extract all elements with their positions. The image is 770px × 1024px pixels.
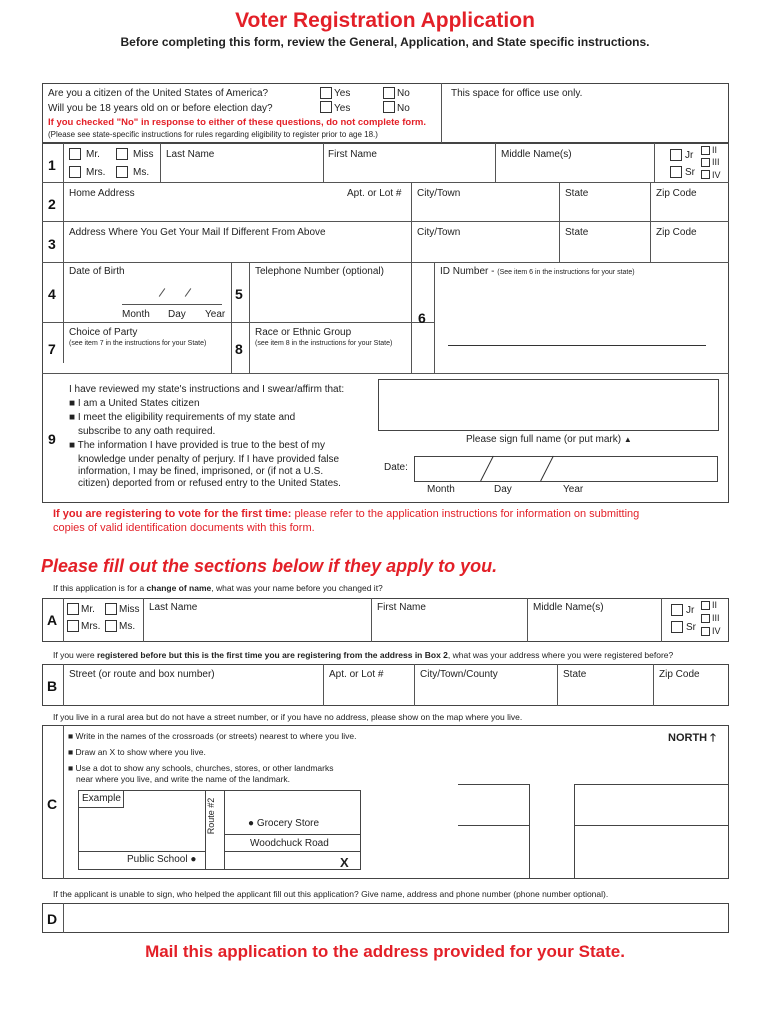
date-year-label: Year	[563, 484, 584, 495]
suffix-iii-label: III	[712, 157, 720, 167]
oath-item-truth-3: information, I may be fined, imprisoned, or (if not a U.S.	[78, 466, 324, 477]
school-dot-icon: ●	[190, 854, 197, 865]
example-label: Example	[82, 793, 121, 804]
date-day-label: Day	[494, 484, 512, 495]
id-number-label: ID Number - (See item 6 in the instructions for your state)	[440, 266, 635, 277]
oath-item-truth-2: knowledge under penalty of perjury. If I have provided false	[78, 454, 340, 465]
state-label: State	[565, 188, 589, 199]
suffix-sr-checkbox[interactable]	[670, 166, 682, 178]
dob-label: Date of Birth	[69, 266, 125, 277]
example-x-mark: X	[340, 855, 349, 870]
box-4-number: 4	[48, 286, 56, 302]
page-subtitle: Before completing this form, review the General, Application, and State specific instructions.	[120, 35, 650, 49]
prev-apt-label: Apt. or Lot #	[329, 669, 384, 680]
title-mrs-label: Mrs.	[86, 167, 106, 178]
age-no-checkbox[interactable]	[383, 101, 395, 113]
apt-label: Apt. or Lot #	[347, 188, 402, 199]
prev-sr-label: Sr	[686, 622, 696, 633]
prev-last-label: Last Name	[149, 602, 198, 613]
box-9-number: 9	[48, 431, 56, 447]
prev-iii-label: III	[712, 613, 720, 623]
prev-iv-label: IV	[712, 626, 721, 636]
section-a-letter: A	[47, 612, 58, 628]
date-field[interactable]	[414, 456, 718, 482]
zip-label: Zip Code	[656, 188, 697, 199]
section-a-intro: If this application is for a change of name, what was your name before you changed it?	[53, 583, 383, 593]
dob-year-label: Year	[205, 309, 226, 320]
title-miss-checkbox[interactable]	[116, 148, 128, 160]
prev-iv-checkbox[interactable]	[701, 627, 710, 636]
age-no-label: No	[397, 103, 410, 114]
section-b-letter: B	[47, 678, 58, 694]
footer-mail-instruction: Mail this application to the address provided for your State.	[145, 942, 625, 961]
box-2-number: 2	[48, 196, 56, 212]
grocery-dot-icon: ●	[248, 818, 255, 829]
race-label: Race or Ethnic Group	[255, 327, 352, 338]
prev-miss-label: Miss	[119, 604, 140, 615]
first-time-note-2: copies of valid identification documents with this form.	[53, 522, 315, 534]
box-7-number: 7	[48, 341, 56, 357]
oath-intro: I have reviewed my state's instructions and I swear/affirm that:	[69, 384, 345, 395]
title-miss-label: Miss	[133, 149, 154, 160]
oath-item-truth-4: citizen) deported from or refused entry to the United States.	[78, 478, 341, 489]
oath-item-eligibility: ■ I meet the eligibility requirements of my state and	[69, 412, 296, 423]
section-d-letter: D	[47, 911, 58, 927]
mail-address-label: Address Where You Get Your Mail If Different From Above	[69, 227, 326, 238]
box-1-number: 1	[48, 157, 56, 173]
prev-iii-checkbox[interactable]	[701, 614, 710, 623]
prev-first-label: First Name	[377, 602, 426, 613]
page-title: Voter Registration Application	[235, 9, 535, 32]
dob-day-label: Day	[168, 309, 186, 320]
middle-name-label: Middle Name(s)	[501, 149, 572, 160]
home-address-label: Home Address	[69, 188, 135, 199]
citizen-no-checkbox[interactable]	[383, 87, 395, 99]
box-5-number: 5	[235, 286, 243, 302]
eligibility-warning: If you checked "No" in response to either of these questions, do not complete form.	[48, 117, 426, 128]
suffix-jr-label: Jr	[685, 150, 694, 161]
oath-item-truth: ■ The information I have provided is true to the best of my	[69, 440, 325, 451]
section-b-intro: If you were registered before but this is the first time you are registering from the address in Box 2, what was your address where you were registered before?	[53, 650, 674, 660]
mail-city-label: City/Town	[417, 227, 461, 238]
map-drawing-area[interactable]	[440, 745, 725, 875]
map-instruction-dot: ■ Use a dot to show any schools, churches, stores, or other landmarks	[68, 763, 334, 773]
age-yes-checkbox[interactable]	[320, 101, 332, 113]
first-time-note: If you are registering to vote for the first time: please refer to the application instructions for information on submitting	[53, 508, 640, 520]
suffix-iv-label: IV	[712, 170, 721, 180]
age-yes-label: Yes	[334, 103, 351, 114]
suffix-ii-label: II	[712, 145, 718, 155]
prev-jr-checkbox[interactable]	[671, 604, 683, 616]
date-month-label: Month	[427, 484, 455, 495]
prev-miss-checkbox[interactable]	[105, 603, 117, 615]
prev-zip-label: Zip Code	[659, 669, 700, 680]
school-label: Public School ●	[127, 854, 197, 865]
box-3-number: 3	[48, 236, 56, 252]
grocery-label: ● Grocery Store	[248, 818, 320, 829]
prev-mr-checkbox[interactable]	[67, 603, 79, 615]
title-ms-checkbox[interactable]	[116, 166, 128, 178]
map-instruction-dot-2: near where you live, and write the name of the landmark.	[76, 774, 291, 784]
citizen-yes-label: Yes	[334, 88, 351, 99]
signature-field[interactable]	[378, 379, 719, 431]
suffix-jr-checkbox[interactable]	[670, 149, 682, 161]
map-instruction-x: ■ Draw an X to show where you live.	[68, 747, 206, 757]
citizen-no-label: No	[397, 88, 410, 99]
section-c-letter: C	[47, 796, 58, 812]
prev-jr-label: Jr	[686, 605, 695, 616]
section-c-intro: If you live in a rural area but do not have a street number, or if you have no address, please show on the map where you live.	[53, 712, 523, 722]
mail-state-label: State	[565, 227, 589, 238]
oath-item-eligibility-2: subscribe to any oath required.	[78, 426, 216, 437]
office-use-label: This space for office use only.	[451, 88, 583, 99]
north-label: NORTH 🡑	[668, 732, 716, 744]
box-6-number: 6	[418, 310, 426, 326]
suffix-ii-checkbox[interactable]	[701, 146, 710, 155]
mail-zip-label: Zip Code	[656, 227, 697, 238]
woodchuck-label: Woodchuck Road	[250, 838, 329, 849]
prev-mrs-checkbox[interactable]	[67, 620, 79, 632]
citizen-yes-checkbox[interactable]	[320, 87, 332, 99]
suffix-iii-checkbox[interactable]	[701, 158, 710, 167]
section-d-box[interactable]	[42, 903, 729, 933]
title-mr-checkbox[interactable]	[69, 148, 81, 160]
prev-ii-label: II	[712, 600, 718, 610]
party-note: (see item 7 in the instructions for your State)	[69, 340, 207, 347]
title-mr-label: Mr.	[86, 149, 100, 160]
prev-mrs-label: Mrs.	[81, 621, 101, 632]
eligibility-note: (Please see state-specific instructions for rules regarding eligibility to register prior to age 18.)	[48, 130, 378, 139]
phone-label: Telephone Number (optional)	[255, 266, 384, 277]
prev-middle-label: Middle Name(s)	[533, 602, 604, 613]
map-instruction-crossroads: ■ Write in the names of the crossroads (or streets) nearest to where you live.	[68, 731, 357, 741]
north-arrow-icon: 🡑	[710, 732, 716, 744]
last-name-label: Last Name	[166, 149, 215, 160]
optional-heading: Please fill out the sections below if they apply to you.	[41, 556, 498, 576]
prev-sr-checkbox[interactable]	[671, 621, 683, 633]
dob-month-label: Month	[122, 309, 150, 320]
suffix-iv-checkbox[interactable]	[701, 170, 710, 179]
prev-ms-checkbox[interactable]	[105, 620, 117, 632]
oath-item-citizen: ■ I am a United States citizen	[69, 398, 200, 409]
age-question: Will you be 18 years old on or before election day?	[48, 103, 273, 114]
section-d-intro: If the applicant is unable to sign, who helped the applicant fill out this application? Give name, address and phone number (phone number optional).	[53, 889, 609, 899]
prev-city-label: City/Town/County	[420, 669, 498, 680]
prev-street-label: Street (or route and box number)	[69, 669, 215, 680]
route-label: Route #2	[206, 797, 216, 835]
date-label: Date:	[384, 462, 408, 473]
prev-ii-checkbox[interactable]	[701, 601, 710, 610]
first-name-label: First Name	[328, 149, 377, 160]
title-mrs-checkbox[interactable]	[69, 166, 81, 178]
prev-mr-label: Mr.	[81, 604, 95, 615]
title-ms-label: Ms.	[133, 167, 150, 178]
prev-ms-label: Ms.	[119, 621, 136, 632]
suffix-sr-label: Sr	[685, 167, 695, 178]
party-label: Choice of Party	[69, 327, 138, 338]
prev-state-label: State	[563, 669, 587, 680]
city-label: City/Town	[417, 188, 461, 199]
citizen-question: Are you a citizen of the United States of America?	[48, 88, 269, 99]
race-note: (see item 8 in the instructions for your State)	[255, 340, 393, 347]
signature-label: Please sign full name (or put mark) ▲	[466, 434, 632, 445]
box-8-number: 8	[235, 341, 243, 357]
